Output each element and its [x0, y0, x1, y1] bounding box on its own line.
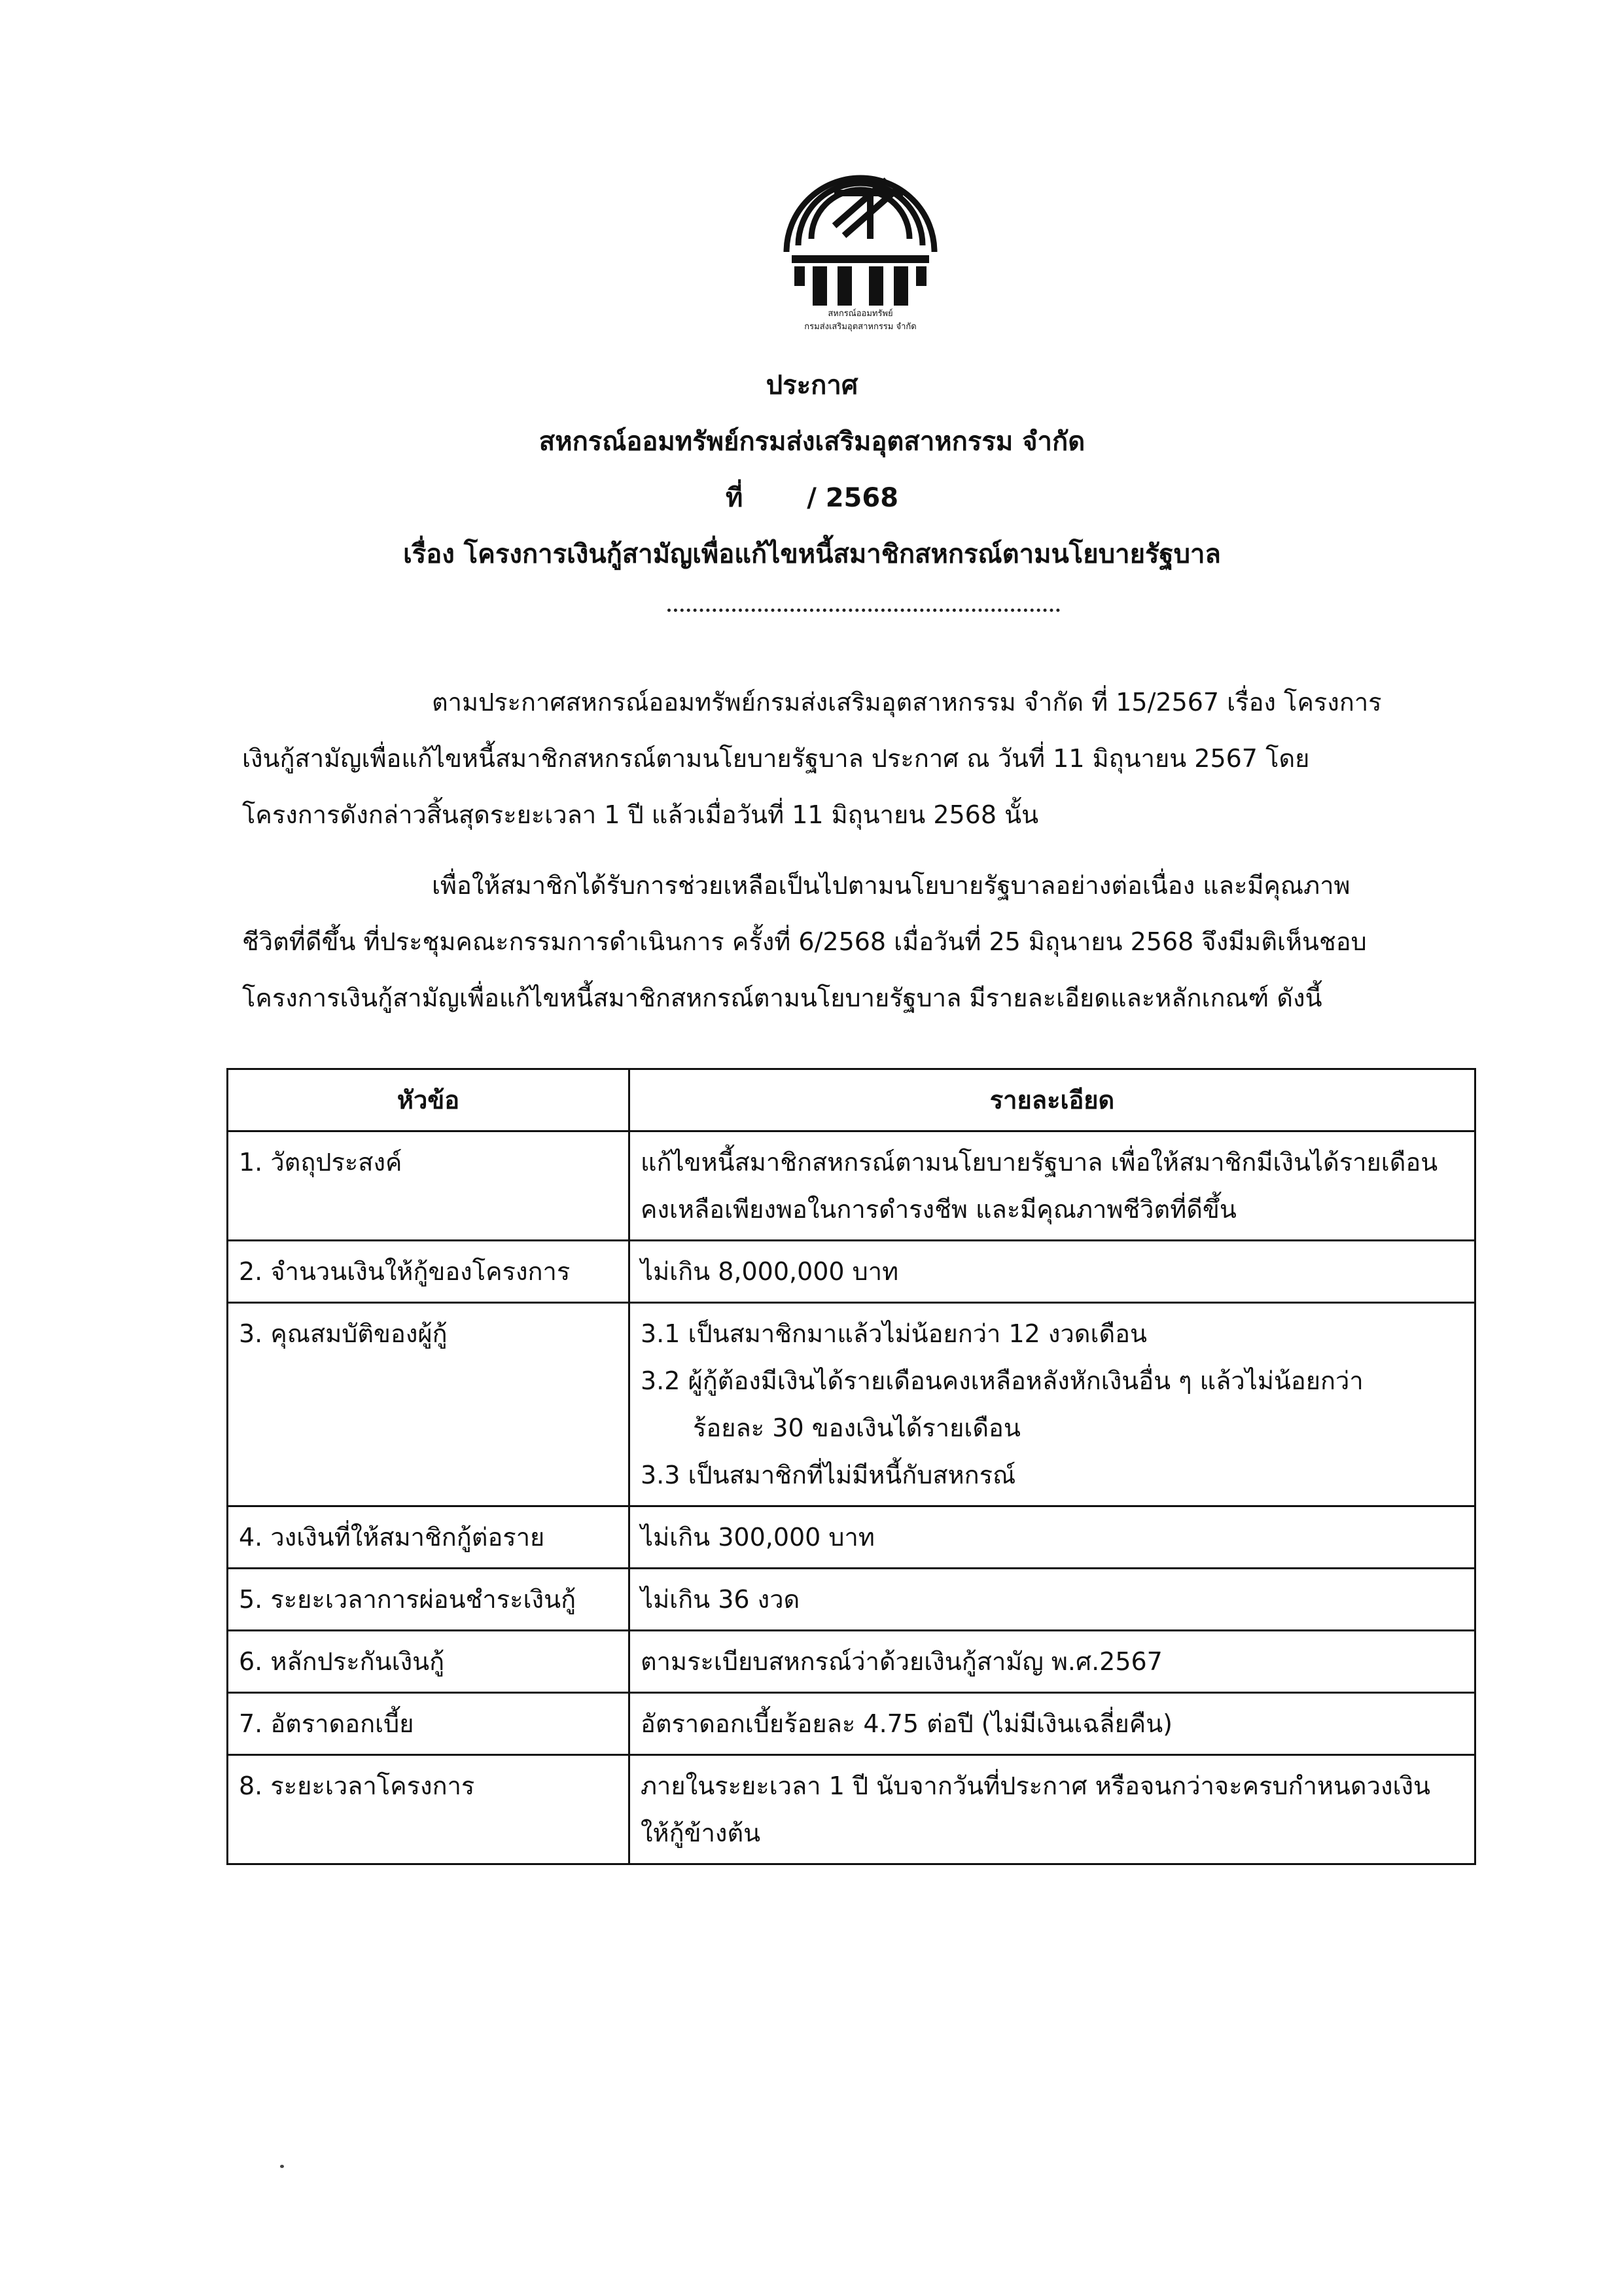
scan-speck [280, 2165, 284, 2168]
table-row [228, 1631, 1475, 1693]
number-prefix: ที่ [725, 483, 743, 513]
column-header-topic: หัวข้อ [228, 1069, 629, 1131]
row-topic: 5. ระยะเวลาการผ่อนชำระเงินกู้ [228, 1569, 629, 1631]
detail-line: 3.3 เป็นสมาชิกที่ไม่มีหนี้กับสหกรณ์ [641, 1461, 1016, 1489]
table-row [228, 1303, 1475, 1506]
row-topic: 3. คุณสมบัติของผู้กู้ [228, 1303, 629, 1506]
detail-line: 3.2 ผู้กู้ต้องมีเงินได้รายเดือนคงเหลือหลังหักเงินอื่น ๆ แล้วไม่น้อยกว่า [641, 1366, 1364, 1395]
project-details-table [226, 1068, 1476, 1865]
row-topic: 6. หลักประกันเงินกู้ [228, 1631, 629, 1693]
row-detail [629, 1131, 1475, 1241]
announcement-number [0, 476, 1624, 518]
table-row [228, 1755, 1475, 1864]
detail-line: อัตราดอกเบี้ยร้อยละ 4.75 ต่อปี (ไม่มีเงินเฉลี่ยคืน) [641, 1709, 1173, 1738]
detail-line: ไม่เกิน 36 งวด [641, 1585, 800, 1614]
row-detail [629, 1241, 1475, 1303]
table-header-row [228, 1069, 1475, 1131]
table-row [228, 1131, 1475, 1241]
row-topic: 7. อัตราดอกเบี้ย [228, 1693, 629, 1755]
announcement-subject: เรื่อง โครงการเงินกู้สามัญเพื่อแก้ไขหนี้สมาชิกสหกรณ์ตามนโยบายรัฐบาล [403, 539, 1221, 569]
detail-line: 3.1 เป็นสมาชิกมาแล้วไม่น้อยกว่า 12 งวดเดือน [641, 1319, 1147, 1348]
detail-line: ไม่เกิน 300,000 บาท [641, 1523, 875, 1552]
row-detail [629, 1693, 1475, 1755]
cooperative-seal-icon [772, 141, 949, 337]
paragraph-line: ชีวิตที่ดีขึ้น ที่ประชุมคณะกรรมการดำเนินการ ครั้งที่ 6/2568 เมื่อวันที่ 25 มิถุนายน 2568 จึงมีมติเห็นชอบ [242, 927, 1367, 956]
organization-name: สหกรณ์ออมทรัพย์กรมส่งเสริมอุตสาหกรรม จำกัด [538, 427, 1086, 457]
table-row [228, 1506, 1475, 1569]
row-detail [629, 1755, 1475, 1864]
row-topic: 8. ระยะเวลาโครงการ [228, 1755, 629, 1864]
row-detail [629, 1506, 1475, 1569]
row-detail [629, 1631, 1475, 1693]
page-title: ประกาศ [766, 370, 858, 400]
detail-line: ให้กู้ข้างต้น [641, 1819, 761, 1847]
table-row [228, 1569, 1475, 1631]
row-topic: 1. วัตถุประสงค์ [228, 1131, 629, 1241]
detail-line: ร้อยละ 30 ของเงินได้รายเดือน [693, 1414, 1021, 1442]
svg-text:สหกรณ์ออมทรัพย์: สหกรณ์ออมทรัพย์ [828, 309, 893, 319]
detail-line: ตามระเบียบสหกรณ์ว่าด้วยเงินกู้สามัญ พ.ศ.2567 [641, 1647, 1163, 1676]
paragraph-line: เพื่อให้สมาชิกได้รับการช่วยเหลือเป็นไปตามนโยบายรัฐบาลอย่างต่อเนื่อง และมีคุณภาพ [432, 871, 1350, 900]
row-detail [629, 1569, 1475, 1631]
number-value: / 2568 [807, 483, 899, 513]
column-header-detail: รายละเอียด [629, 1069, 1475, 1131]
paragraph-line: เงินกู้สามัญเพื่อแก้ไขหนี้สมาชิกสหกรณ์ตามนโยบายรัฐบาล ประกาศ ณ วันที่ 11 มิถุนายน 2567 โดย [242, 744, 1310, 773]
detail-line: คงเหลือเพียงพอในการดำรงชีพ และมีคุณภาพชีวิตที่ดีขึ้น [641, 1195, 1237, 1224]
row-topic: 4. วงเงินที่ให้สมาชิกกู้ต่อราย [228, 1506, 629, 1569]
detail-line: ภายในระยะเวลา 1 ปี นับจากวันที่ประกาศ หรือจนกว่าจะครบกำหนดวงเงิน [641, 1771, 1431, 1800]
detail-line: แก้ไขหนี้สมาชิกสหกรณ์ตามนโยบายรัฐบาล เพื่อให้สมาชิกมีเงินได้รายเดือน [641, 1148, 1438, 1177]
paragraph-line: โครงการเงินกู้สามัญเพื่อแก้ไขหนี้สมาชิกสหกรณ์ตามนโยบายรัฐบาล มีรายละเอียดและหลักเกณฑ์ ดังนี้ [242, 984, 1322, 1012]
dotted-divider [667, 609, 1060, 612]
cooperative-logo [772, 141, 949, 337]
intro-paragraph [242, 674, 1485, 843]
row-detail [629, 1303, 1475, 1506]
table-row [228, 1241, 1475, 1303]
svg-text:กรมส่งเสริมอุตสาหกรรม จำกัด: กรมส่งเสริมอุตสาหกรรม จำกัด [804, 322, 917, 332]
paragraph-line: ตามประกาศสหกรณ์ออมทรัพย์กรมส่งเสริมอุตสาหกรรม จำกัด ที่ 15/2567 เรื่อง โครงการ [432, 688, 1382, 717]
resolution-paragraph [242, 857, 1485, 1026]
paragraph-line: โครงการดังกล่าวสิ้นสุดระยะเวลา 1 ปี แล้วเมื่อวันที่ 11 มิถุนายน 2568 นั้น [242, 800, 1039, 829]
table-row [228, 1693, 1475, 1755]
detail-line: ไม่เกิน 8,000,000 บาท [641, 1257, 899, 1286]
row-topic: 2. จำนวนเงินให้กู้ของโครงการ [228, 1241, 629, 1303]
